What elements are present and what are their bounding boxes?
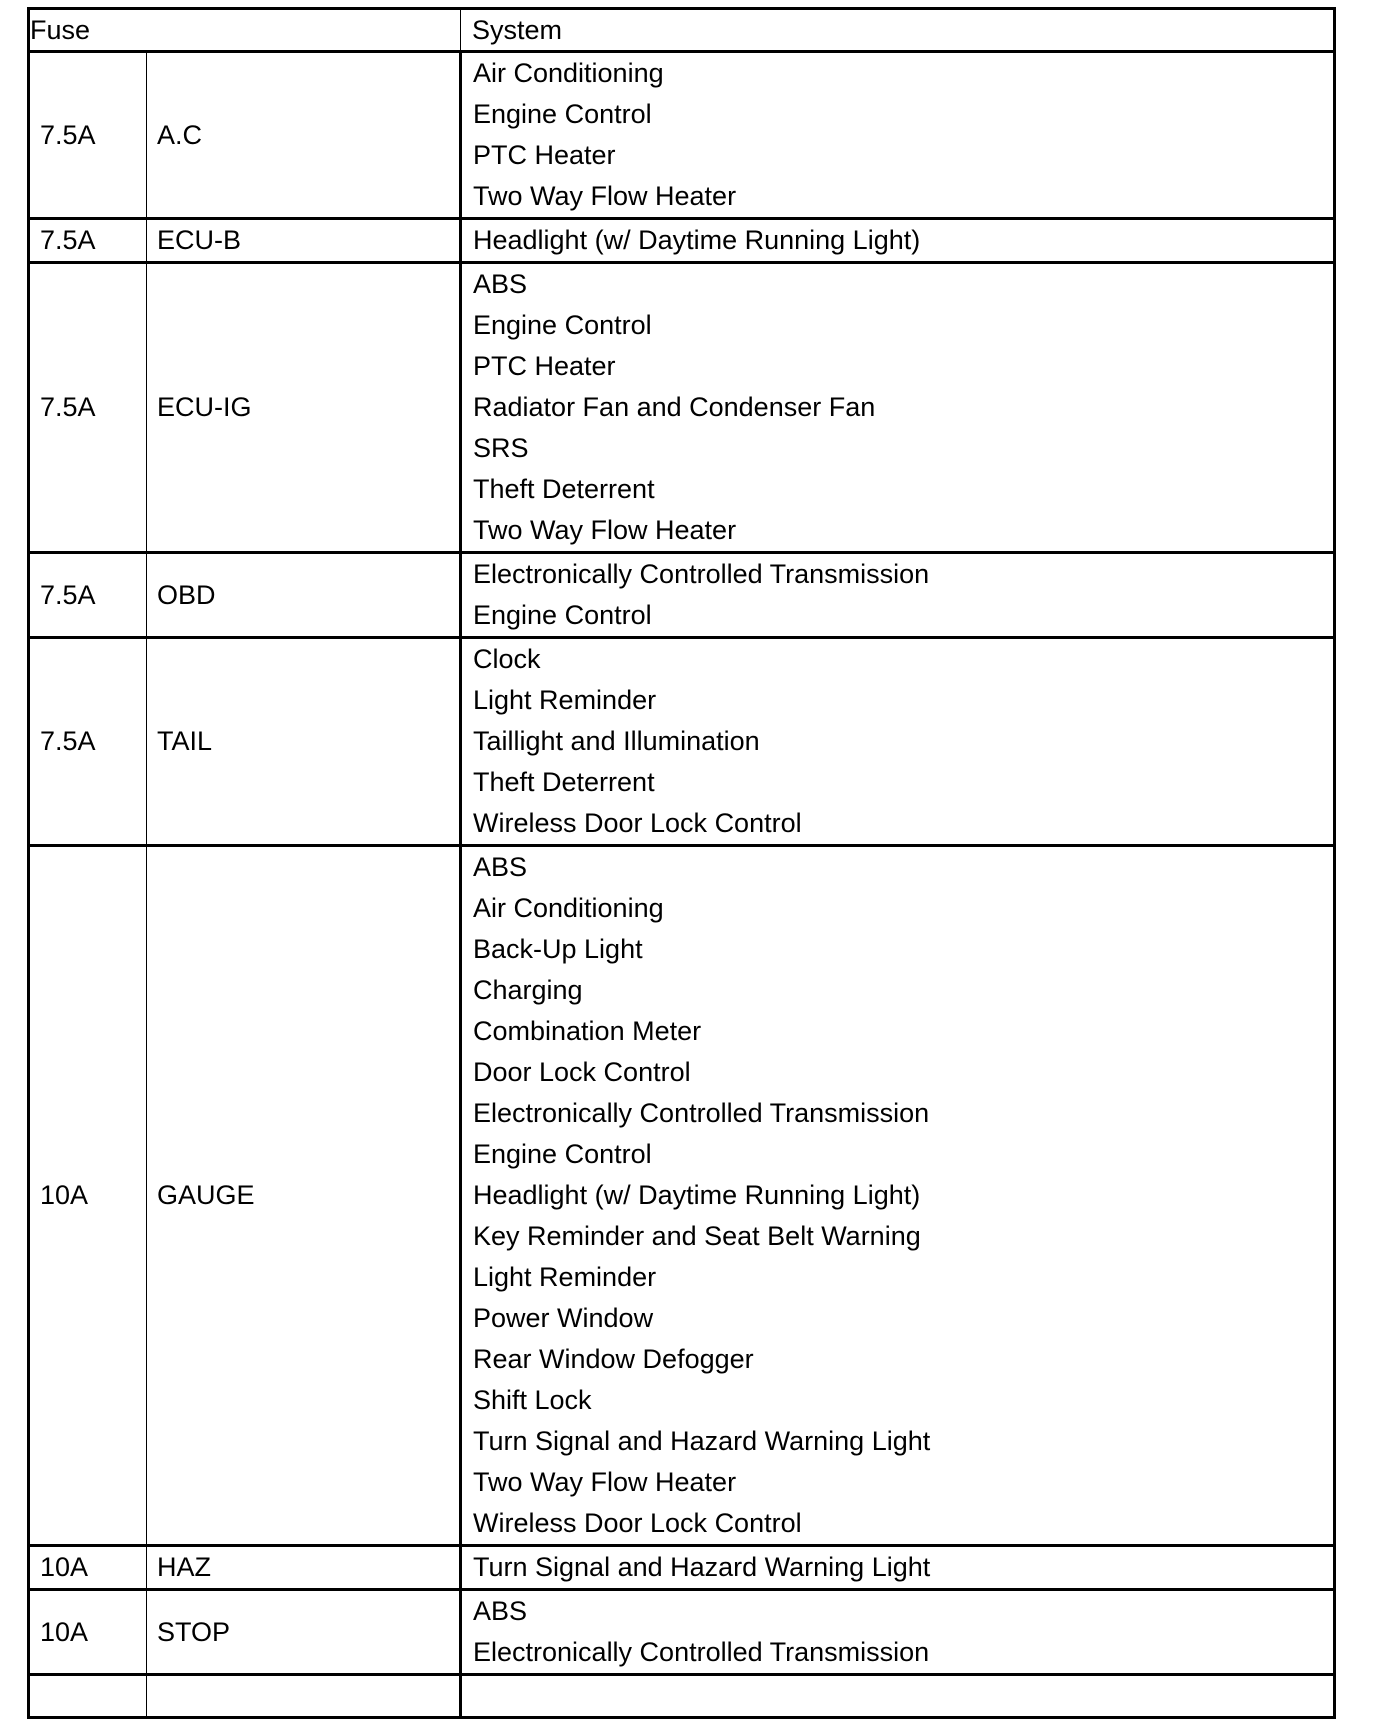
fuse-amperage: 7.5A: [29, 263, 147, 553]
fuse-amperage: 7.5A: [29, 52, 147, 219]
system-item: ABS: [473, 852, 528, 882]
fuse-row-gauge: [29, 846, 1335, 1546]
empty-cell: [147, 1675, 461, 1718]
continuation-row: [29, 1675, 1335, 1718]
empty-cell: [461, 1675, 1335, 1718]
system-item: Combination Meter: [473, 1016, 702, 1046]
fuse-systems: [461, 263, 1335, 553]
fuse-name: GAUGE: [147, 846, 461, 1546]
system-item: Air Conditioning: [473, 58, 664, 88]
fuse-systems: [461, 1590, 1335, 1675]
fuse-amperage: 7.5A: [29, 219, 147, 263]
system-item: Two Way Flow Heater: [473, 1467, 737, 1497]
fuse-name: ECU-IG: [147, 263, 461, 553]
system-item: Electronically Controlled Transmission: [473, 1098, 930, 1128]
fuse-name: A.C: [147, 52, 461, 219]
system-item: Wireless Door Lock Control: [473, 808, 802, 838]
fuse-row-ecu-ig: [29, 263, 1335, 553]
fuse-table: [27, 7, 1336, 1719]
system-item: PTC Heater: [473, 140, 616, 170]
fuse-systems: [461, 52, 1335, 219]
system-item: Engine Control: [473, 600, 652, 630]
system-item: Theft Deterrent: [473, 474, 655, 504]
system-item: Turn Signal and Hazard Warning Light: [473, 1552, 931, 1582]
fuse-row-haz: [29, 1546, 1335, 1590]
fuse-systems: [461, 553, 1335, 638]
system-item: Theft Deterrent: [473, 767, 655, 797]
system-item: Air Conditioning: [473, 893, 664, 923]
system-item: Electronically Controlled Transmission: [473, 1637, 930, 1667]
fuse-amperage: 10A: [29, 846, 147, 1546]
fuse-table-body: [29, 52, 1335, 1718]
table-header-row: [29, 9, 1335, 52]
fuse-row-tail: [29, 638, 1335, 846]
system-item: Rear Window Defogger: [473, 1344, 754, 1374]
fuse-column-header: Fuse: [29, 9, 461, 52]
system-item: PTC Heater: [473, 351, 616, 381]
fuse-systems: [461, 638, 1335, 846]
fuse-amperage: 7.5A: [29, 638, 147, 846]
system-item: Clock: [473, 644, 541, 674]
system-item: Engine Control: [473, 1139, 652, 1169]
fuse-systems: [461, 1546, 1335, 1590]
fuse-name: HAZ: [147, 1546, 461, 1590]
system-item: ABS: [473, 269, 528, 299]
system-item: Back-Up Light: [473, 934, 643, 964]
system-item: Shift Lock: [473, 1385, 592, 1415]
system-column-header: System: [461, 9, 1335, 52]
empty-cell: [29, 1675, 147, 1718]
system-item: Key Reminder and Seat Belt Warning: [473, 1221, 921, 1251]
fuse-row-obd: [29, 553, 1335, 638]
system-item: Charging: [473, 975, 583, 1005]
fuse-row-a-c: [29, 52, 1335, 219]
system-item: Power Window: [473, 1303, 654, 1333]
system-item: SRS: [473, 433, 529, 463]
system-item: Headlight (w/ Daytime Running Light): [473, 225, 921, 255]
fuse-amperage: 10A: [29, 1546, 147, 1590]
system-item: Engine Control: [473, 99, 652, 129]
system-item: Light Reminder: [473, 685, 657, 715]
system-item: Two Way Flow Heater: [473, 181, 737, 211]
system-item: Door Lock Control: [473, 1057, 691, 1087]
system-item: Engine Control: [473, 310, 652, 340]
fuse-name: ECU-B: [147, 219, 461, 263]
fuse-name: STOP: [147, 1590, 461, 1675]
system-item: Radiator Fan and Condenser Fan: [473, 392, 876, 422]
fuse-amperage: 7.5A: [29, 553, 147, 638]
system-item: Light Reminder: [473, 1262, 657, 1292]
system-item: Electronically Controlled Transmission: [473, 559, 930, 589]
system-item: Turn Signal and Hazard Warning Light: [473, 1426, 931, 1456]
fuse-amperage: 10A: [29, 1590, 147, 1675]
system-item: Taillight and Illumination: [473, 726, 760, 756]
fuse-name: OBD: [147, 553, 461, 638]
fuse-row-ecu-b: [29, 219, 1335, 263]
system-item: ABS: [473, 1596, 528, 1626]
fuse-name: TAIL: [147, 638, 461, 846]
system-item: Headlight (w/ Daytime Running Light): [473, 1180, 921, 1210]
fuse-systems: [461, 846, 1335, 1546]
system-item: Wireless Door Lock Control: [473, 1508, 802, 1538]
fuse-row-stop: [29, 1590, 1335, 1675]
fuse-systems: [461, 219, 1335, 263]
system-item: Two Way Flow Heater: [473, 515, 737, 545]
